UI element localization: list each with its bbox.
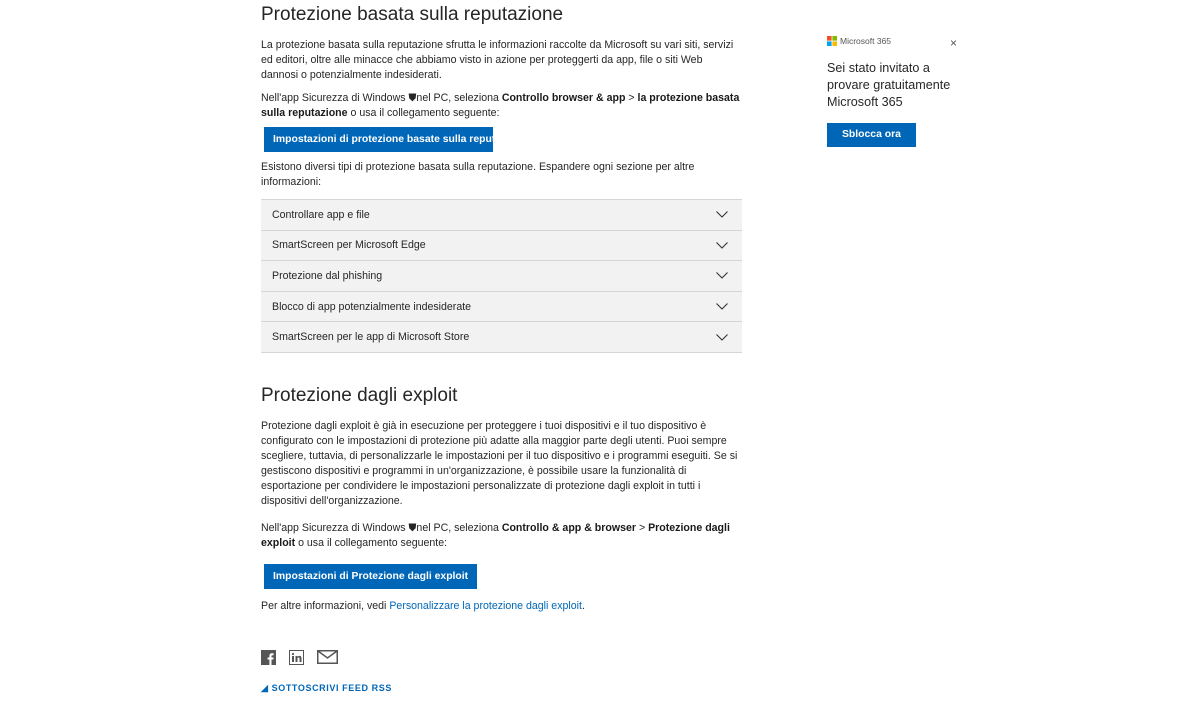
exploit-settings-button[interactable]: Impostazioni di Protezione dagli exploit [264,564,477,589]
accordion-item[interactable] [261,200,742,231]
facebook-icon[interactable] [261,650,276,665]
shield-icon: ⛊ [408,521,417,534]
accordion-item-label: SmartScreen per Microsoft Edge [272,239,426,252]
linkedin-icon[interactable] [289,650,304,665]
chevron-down-icon [716,303,728,310]
exploit-path: Nell'app Sicurezza di Windows ⛊nel PC, seleziona Controllo & app & browser > Protezione dagli exploit o usa il collegamento seguente: [261,521,730,549]
reputation-intro: La protezione basata sulla reputazione sfrutta le informazioni raccolte da Microsoft su vari siti, servizi ed editori, oltre alle minacce che abbiamo visto in azione per proteggerti da app, file o siti Web dannosi o potenzialmente indesiderati. [261,39,734,81]
chevron-down-icon [716,272,728,279]
accordion-item[interactable] [261,231,742,262]
chevron-down-icon [716,334,728,341]
more-info: Per altre informazioni, vedi Personalizzare la protezione dagli exploit. [261,599,585,612]
promo-title: Sei stato invitato a provare gratuitamente Microsoft 365 [827,61,951,109]
close-icon[interactable]: × [949,36,957,50]
chevron-down-icon [716,211,728,218]
section-heading-exploit: Protezione dagli exploit [261,384,458,406]
chevron-down-icon [716,242,728,249]
rss-subscribe-link[interactable]: ◢ SOTTOSCRIVI FEED RSS [261,682,392,693]
microsoft-365-brand: Microsoft 365 [827,36,957,46]
unlock-now-button[interactable]: Sblocca ora [827,123,916,147]
accordion-item[interactable] [261,322,742,353]
rss-icon: ◢ [261,682,272,693]
accordion-item-label: Protezione dal phishing [272,269,383,282]
section-heading-reputation: Protezione basata sulla reputazione [261,4,564,25]
accordion-item[interactable] [261,292,742,323]
accordion-item-label: Controllare app e file [272,208,370,221]
email-icon[interactable] [317,650,338,664]
reputation-settings-button[interactable]: Impostazioni di protezione basate sulla reputazione [264,127,493,152]
reputation-types-text: Esistono diversi tipi di protezione basata sulla reputazione. Espandere ogni sezione per altre informazioni: [261,161,695,188]
share-bar [261,650,742,665]
article [261,0,742,694]
exploit-intro: Protezione dagli exploit è già in esecuzione per proteggere i tuoi dispositivi e il tuo dispositivo è configurato con le impostazioni di protezione più adatte alla maggior parte degli utenti. Puoi sempre scegliere, tuttavia, di personalizzarle le impostazioni per il tuo dispositivo e i programmi eseguiti. Se si gestiscono dispositivi e programmi in un'organizzazione, è possibile usare la funzionalità di esportazione per condividere le impostazioni personalizzate di protezione dagli exploit in tutti i dispositivi dell'organizzazione. [261,419,738,507]
reputation-path: Nell'app Sicurezza di Windows ⛊nel PC, seleziona Controllo browser & app > la protezione basata sulla reputazione o usa il collegamento seguente: [261,92,740,119]
reputation-accordion [261,199,742,353]
shield-icon: ⛊ [408,92,417,104]
microsoft-logo-icon [827,36,837,46]
accordion-item[interactable] [261,261,742,292]
accordion-item-label: Blocco di app potenzialmente indesiderate [272,300,472,313]
microsoft-365-promo [827,36,957,147]
accordion-item-label: SmartScreen per le app di Microsoft Store [272,331,470,344]
customize-exploit-link[interactable]: Personalizzare la protezione dagli exploit [389,599,582,612]
